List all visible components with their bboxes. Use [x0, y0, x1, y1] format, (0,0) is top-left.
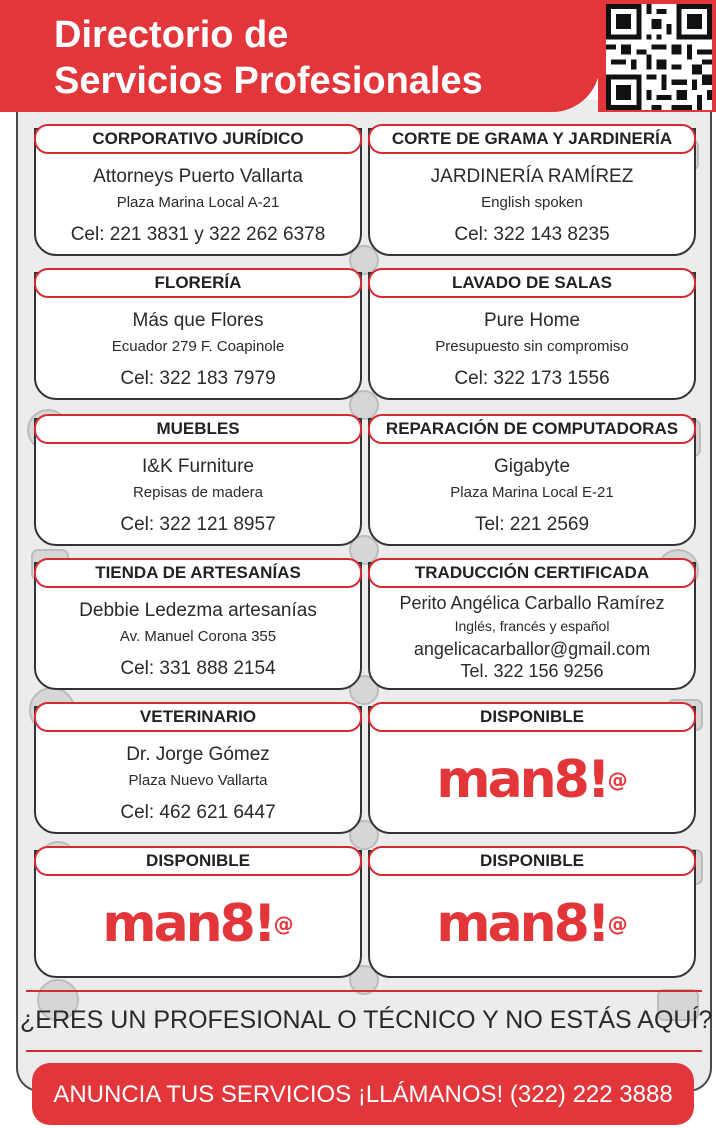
- business-detail: Av. Manuel Corona 355: [119, 628, 277, 645]
- business-name: JARDINERÍA RAMÍREZ: [430, 166, 634, 187]
- category-tab: TIENDA DE ARTESANÍAS: [34, 558, 362, 588]
- business-phone: Cel: 322 121 8957: [120, 514, 276, 535]
- category-tab: VETERINARIO: [34, 702, 362, 732]
- category-tab: CORPORATIVO JURÍDICO: [34, 124, 362, 154]
- business-phone: Cel: 331 888 2154: [120, 658, 276, 679]
- qr-code-icon[interactable]: [606, 4, 712, 110]
- business-phone: Tel. 322 156 9256: [460, 661, 604, 681]
- category-tab: CORTE DE GRAMA Y JARDINERÍA: [368, 124, 696, 154]
- listing-card-veterinario: [34, 706, 362, 834]
- business-phone: Cel: 322 183 7979: [120, 368, 276, 389]
- business-name: Gigabyte: [493, 456, 571, 477]
- category-tab: FLORERÍA: [34, 268, 362, 298]
- listing-card-tienda-artesanias: [34, 562, 362, 690]
- category-tab: DISPONIBLE: [368, 846, 696, 876]
- listing-card-traduccion-certificada: [368, 562, 696, 690]
- business-name: I&K Furniture: [142, 456, 254, 477]
- divider: [26, 1050, 702, 1052]
- listing-card-floreria: [34, 272, 362, 400]
- business-name: Debbie Ledezma artesanías: [79, 600, 317, 621]
- header-banner: [0, 0, 600, 112]
- category-tab: REPARACIÓN DE COMPUTADORAS: [368, 414, 696, 444]
- category-tab: DISPONIBLE: [368, 702, 696, 732]
- mana-logo: man8!@: [436, 750, 628, 810]
- business-detail: Presupuesto sin compromiso: [435, 338, 629, 355]
- business-detail: English spoken: [481, 194, 583, 211]
- listing-card-reparacion-computadoras: [368, 418, 696, 546]
- business-name: Pure Home: [483, 310, 581, 331]
- listing-card-muebles: [34, 418, 362, 546]
- business-detail: Repisas de madera: [132, 484, 264, 501]
- advertise-call-button[interactable]: ANUNCIA TUS SERVICIOS ¡LLÁMANOS! (322) 222 3888: [32, 1063, 694, 1125]
- available-slot-card: [368, 706, 696, 834]
- business-name: Dr. Jorge Gómez: [126, 744, 270, 765]
- footer-question: ¿ERES UN PROFESIONAL O TÉCNICO Y NO ESTÁS AQUÍ?: [20, 1006, 713, 1034]
- category-tab: LAVADO DE SALAS: [368, 268, 696, 298]
- business-name: Más que Flores: [132, 310, 264, 331]
- business-detail: Plaza Marina Local A-21: [116, 194, 280, 211]
- page-title: Directorio de Servicios Profesionales: [54, 14, 483, 102]
- business-phone: Cel: 221 3831 y 322 262 6378: [70, 224, 326, 245]
- business-detail: Ecuador 279 F. Coapinole: [111, 338, 285, 355]
- divider: [26, 990, 702, 992]
- business-phone: Cel: 322 173 1556: [454, 368, 610, 389]
- listing-card-jardineria: [368, 128, 696, 256]
- business-phone: Cel: 322 143 8235: [454, 224, 610, 245]
- business-phone: Cel: 462 621 6447: [120, 802, 276, 823]
- category-tab: TRADUCCIÓN CERTIFICADA: [368, 558, 696, 588]
- business-name: Attorneys Puerto Vallarta: [93, 166, 303, 187]
- business-detail: Plaza Nuevo Vallarta: [128, 772, 268, 789]
- category-tab: MUEBLES: [34, 414, 362, 444]
- mana-logo: man8!@: [436, 894, 628, 954]
- mana-logo: man8!@: [102, 894, 294, 954]
- business-phone: Tel: 221 2569: [474, 514, 590, 535]
- business-detail: Inglés, francés y español: [454, 618, 610, 634]
- business-name: Perito Angélica Carballo Ramírez: [399, 593, 665, 613]
- category-tab: DISPONIBLE: [34, 846, 362, 876]
- business-detail: Plaza Marina Local E-21: [450, 484, 614, 501]
- available-slot-card: [34, 850, 362, 978]
- listing-card-lavado-de-salas: [368, 272, 696, 400]
- business-email-link[interactable]: angelicacarballor@gmail.com: [413, 639, 651, 659]
- listing-card-corporativo-juridico: [34, 128, 362, 256]
- available-slot-card: [368, 850, 696, 978]
